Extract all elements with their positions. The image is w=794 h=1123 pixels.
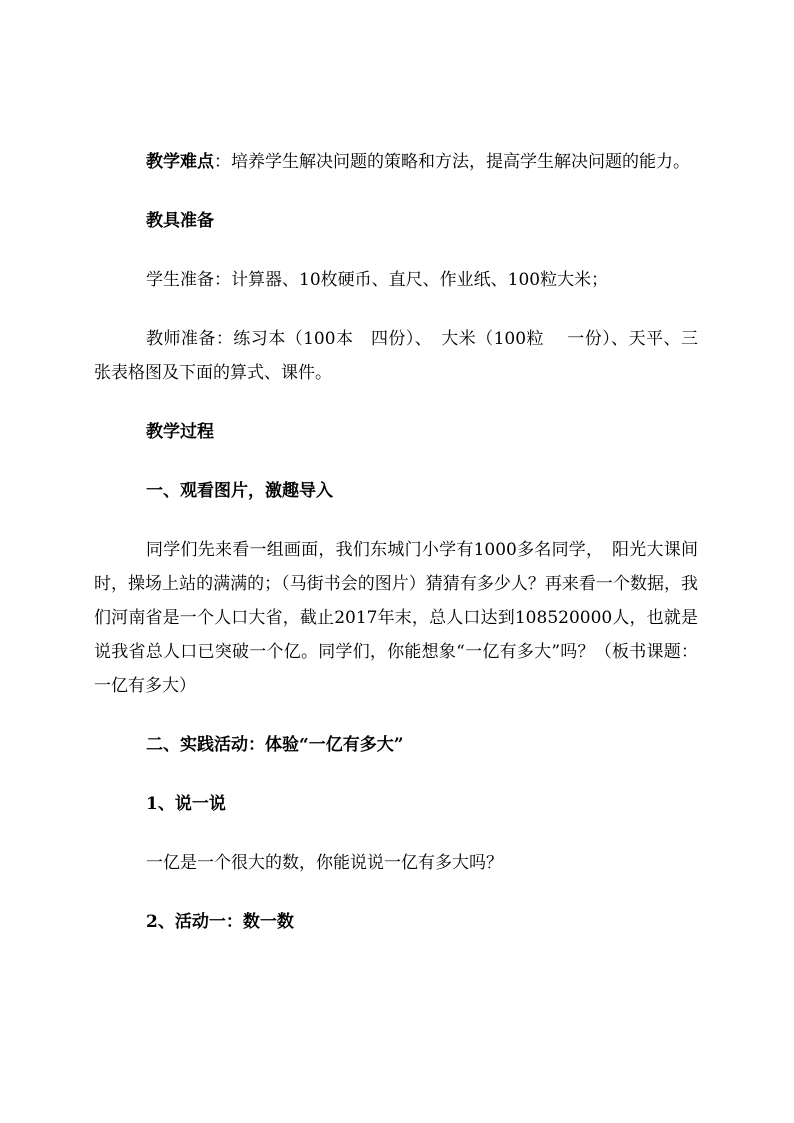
subsection-1-heading: 1、说一说 [146,794,226,814]
teaching-process-heading: 教学过程 [146,422,214,442]
section-2-heading: 二、实践活动：体验“一亿有多大” [146,735,404,755]
teaching-difficulty-text: ：培养学生解决问题的策略和方法，提高学生解决问题的能力。 [214,152,690,172]
subsection-2-heading: 2、活动一：数一数 [146,912,294,932]
section-1-paragraph: 同学们先来看一组画面，我们东城门小学有1000多名同学， 阳光大课间时，操场上站的满满的；（马街书会的图片）猜猜有多少人？再来看一个数据，我们河南省是一个人口大省，截止2017年末，总人口达到108520000人，也就是说我省总人口已突破一个亿。同学们，你能想象“一亿有多大”吗？（板书课题：一亿有多大） [94,540,698,696]
section-1-heading: 一、观看图片，激趣导入 [146,481,333,501]
teaching-tools-heading: 教具准备 [146,211,214,231]
student-preparation-paragraph: 学生准备：计算器、10枚硬币、直尺、作业纸、100粒大米； [146,270,609,290]
teaching-difficulty-paragraph [94,145,698,179]
teaching-difficulty-label: 教学难点 [146,152,214,172]
subsection-1-paragraph: 一亿是一个很大的数，你能说说一亿有多大吗？ [146,853,503,873]
document-body [94,145,698,939]
teacher-preparation-paragraph: 教师准备：练习本（100本 四份）、 大米（100粒 一份）、天平、三张表格图及下面的算式、课件。 [94,329,698,383]
